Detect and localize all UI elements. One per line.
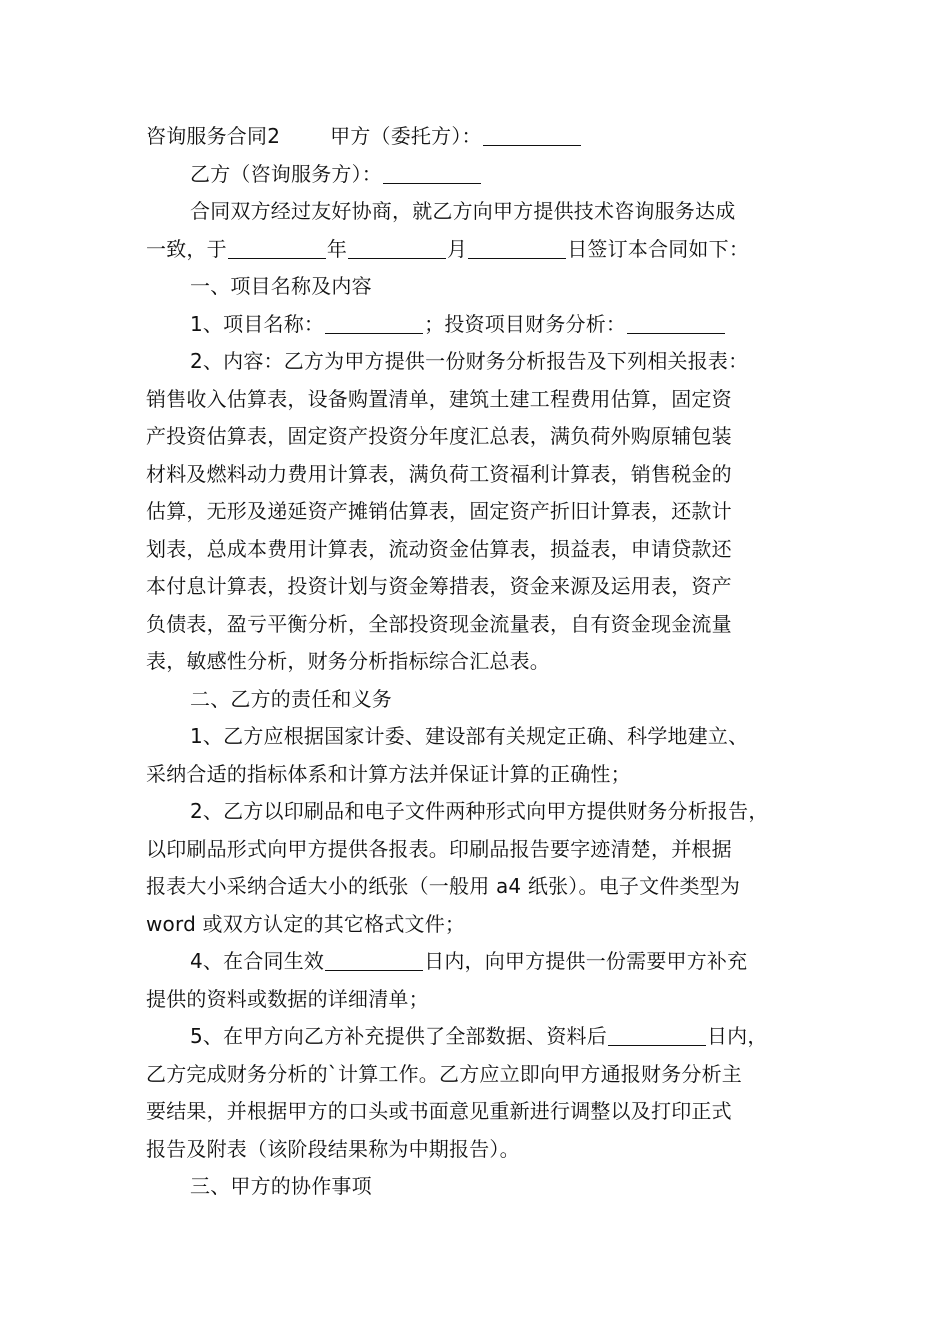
duty-5-line: 要结果，并根据甲方的口头或书面意见重新进行调整以及打印正式 xyxy=(146,1099,732,1123)
duty-5-prefix: 5、在甲方向乙方补充提供了全部数据、资料后 xyxy=(190,1024,607,1048)
duty-5-line: 报告及附表（该阶段结果称为中期报告）。 xyxy=(146,1136,520,1161)
item-2-line: 负债表，盈亏平衡分析，全部投资现金流量表，自有资金现金流量 xyxy=(146,611,732,636)
duty-4-suffix: 日内，向甲方提供一份需要甲方补充 xyxy=(424,949,748,973)
section-1-heading: 一、项目名称及内容 xyxy=(190,274,372,298)
section-2-heading: 二、乙方的责任和义务 xyxy=(190,686,392,711)
item-2-line: 2、内容：乙方为甲方提供一份财务分析报告及下列相关报表： xyxy=(190,349,749,373)
duty-4-line xyxy=(146,943,818,981)
document-title: 咨询服务合同2 xyxy=(146,124,281,148)
duty-1-line: 1、乙方应根据国家计委、建设部有关规定正确、科学地建立、 xyxy=(190,724,749,748)
item-2-line: 划表，总成本费用计算表，流动资金估算表，损益表，申请贷款还 xyxy=(146,536,732,561)
item-2-line: 表，敏感性分析，财务分析指标综合汇总表。 xyxy=(146,649,550,673)
investment-analysis-label: ；投资项目财务分析： xyxy=(424,311,627,336)
year-label: 年 xyxy=(326,236,348,261)
item-2-line: 估算，无形及递延资产摊销估算表，固定资产折旧计算表，还款计 xyxy=(146,499,732,523)
duty-2-line: word 或双方认定的其它格式文件； xyxy=(146,911,466,936)
item-2-line: 产投资估算表，固定资产投资分年度汇总表，满负荷外购原辅包装 xyxy=(146,424,732,448)
party-b-line xyxy=(146,156,818,194)
section-3-heading: 三、甲方的协作事项 xyxy=(190,1174,372,1198)
intro-line-1: 合同双方经过友好协商，就乙方向甲方提供技术咨询服务达成 xyxy=(190,199,736,223)
duty-5-line: 乙方完成财务分析的`计算工作。乙方应立即向甲方通报财务分析主 xyxy=(146,1061,742,1086)
document-body xyxy=(146,118,818,1206)
month-label: 月 xyxy=(447,236,468,261)
day-label: 日签订本合同如下： xyxy=(567,236,750,261)
item-2-line: 销售收入估算表，设备购置清单，建筑土建工程费用估算，固定资 xyxy=(146,386,732,411)
intro-date-prefix: 一致，于 xyxy=(146,236,227,261)
party-b-blank xyxy=(383,163,481,184)
duty-4-prefix: 4、在合同生效 xyxy=(190,949,325,973)
duty-5-days-blank xyxy=(608,1025,706,1046)
item-1-line xyxy=(146,306,818,344)
item-2-line: 材料及燃料动力费用计算表，满负荷工资福利计算表，销售税金的 xyxy=(146,461,732,486)
investment-analysis-blank xyxy=(627,313,725,334)
duty-2-line: 以印刷品形式向甲方提供各报表。印刷品报告要字迹清楚，并根据 xyxy=(146,836,732,861)
duty-5-line xyxy=(146,1018,818,1056)
duty-4-line: 提供的资料或数据的详细清单； xyxy=(146,986,429,1011)
duty-5-suffix: 日内， xyxy=(706,1024,768,1048)
project-name-blank xyxy=(325,313,423,334)
duty-2-line: 2、乙方以印刷品和电子文件两种形式向甲方提供财务分析报告， xyxy=(190,799,769,823)
month-blank xyxy=(348,238,446,259)
party-a-blank xyxy=(483,125,581,146)
party-b-label: 乙方（咨询服务方）： xyxy=(190,161,382,186)
project-name-label: 1、项目名称： xyxy=(190,311,325,336)
title-line xyxy=(146,118,818,156)
duty-4-days-blank xyxy=(325,950,423,971)
party-a-label: 甲方（委托方）： xyxy=(330,124,482,148)
item-2-line: 本付息计算表，投资计划与资金筹措表，资金来源及运用表，资产 xyxy=(146,574,732,598)
day-blank xyxy=(468,238,566,259)
intro-line-2 xyxy=(146,231,818,269)
duty-1-line: 采纳合适的指标体系和计算方法并保证计算的正确性； xyxy=(146,761,631,786)
year-blank xyxy=(228,238,326,259)
duty-2-line: 报表大小采纳合适大小的纸张（一般用 a4 纸张）。电子文件类型为 xyxy=(146,874,741,898)
